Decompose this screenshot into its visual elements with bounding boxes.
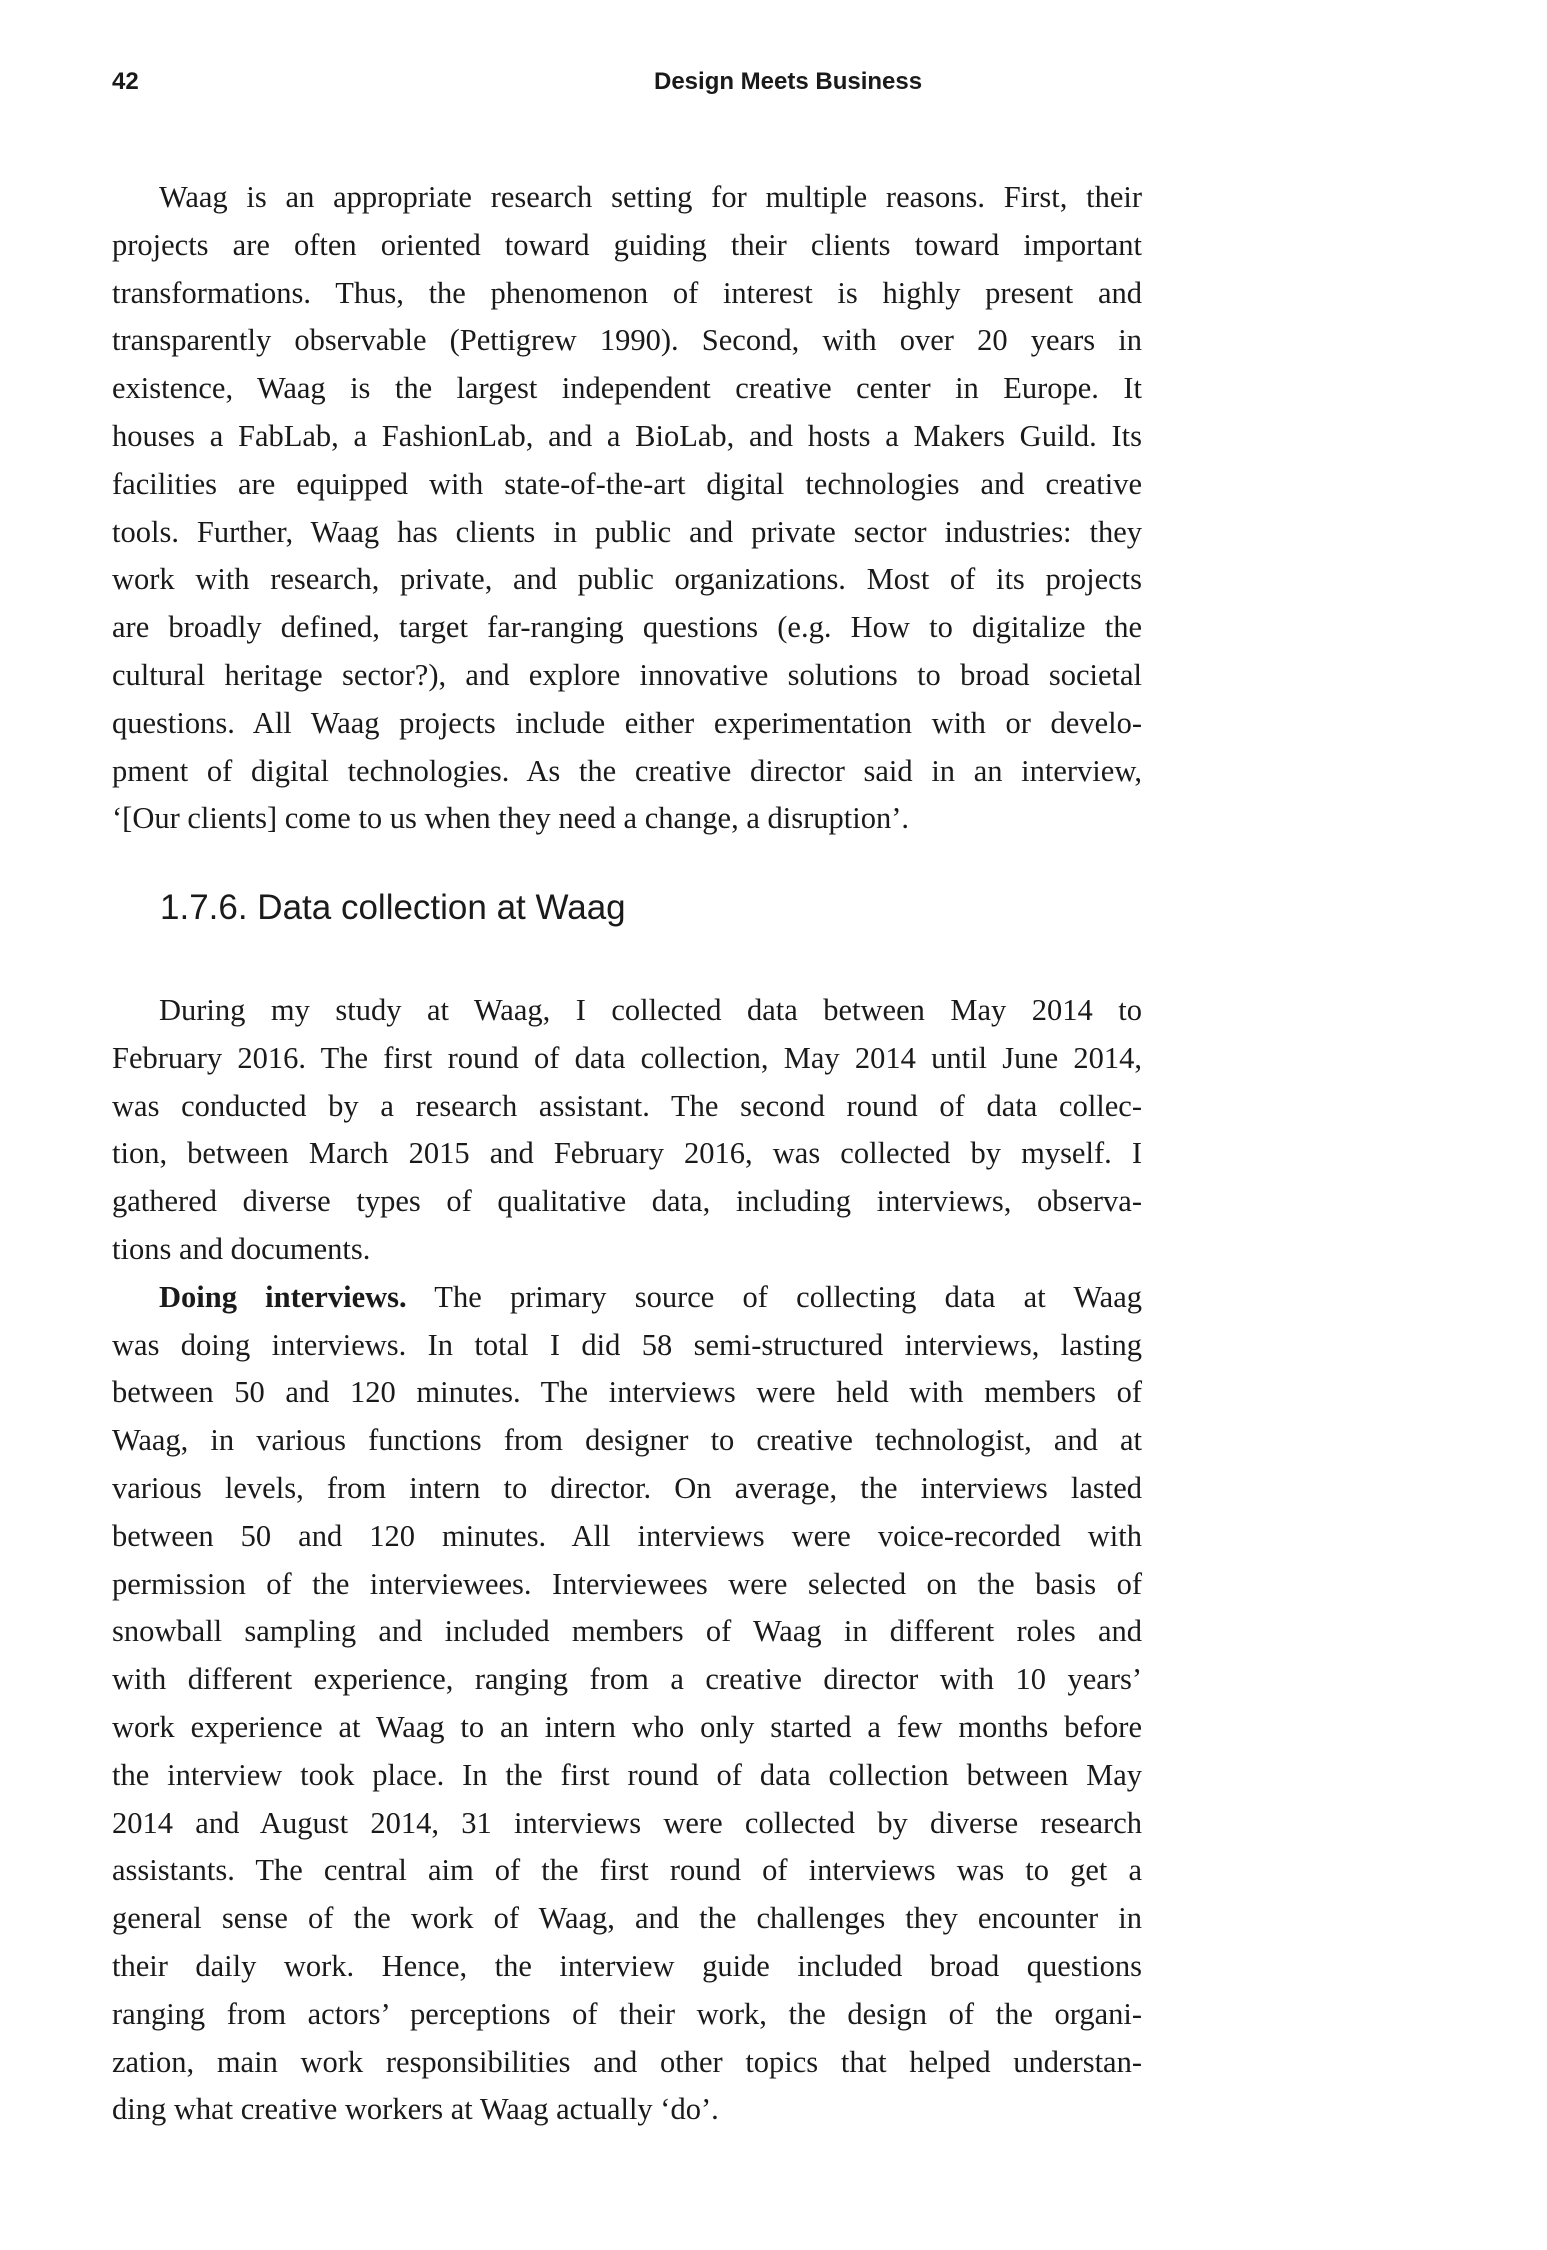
page-number: 42 (112, 68, 139, 95)
running-title: Design Meets Business (654, 68, 923, 95)
text-line: Waag is an appropriate research setting for multiple reasons. First, their (159, 180, 1142, 214)
text-line: tools. Further, Waag has clients in public and private sector industries: they (112, 514, 1142, 549)
text-line: tion, between March 2015 and February 2016, was collected by myself. I (112, 1136, 1142, 1171)
text-line: with different experience, ranging from a creative director with 10 years’ (112, 1662, 1142, 1697)
text-line: houses a FabLab, a FashionLab, and a BioLab, and hosts a Makers Guild. Its (112, 418, 1142, 453)
text-line: transformations. Thus, the phenomenon of interest is highly present and (112, 275, 1142, 310)
data-collection-text (112, 987, 1142, 2134)
text-line: the interview took place. In the first round of data collection between May (112, 1757, 1142, 1792)
text-line: permission of the interviewees. Interviewees were selected on the basis of (112, 1566, 1142, 1601)
text-line: are broadly defined, target far-ranging questions (e.g. How to digitalize the (112, 610, 1142, 645)
section-heading: 1.7.6. Data collection at Waag (160, 888, 626, 927)
text-line: facilities are equipped with state-of-the-art digital technologies and creative (112, 466, 1142, 501)
text-line: projects are often oriented toward guiding their clients toward important (112, 227, 1142, 262)
text-line: general sense of the work of Waag, and the challenges they encounter in (112, 1901, 1142, 1936)
text-line: between 50 and 120 minutes. All interviews were voice-recorded with (112, 1518, 1142, 1553)
text-line: existence, Waag is the largest independent creative center in Europe. It (112, 371, 1142, 406)
text-line: 2014 and August 2014, 31 interviews were collected by diverse research (112, 1805, 1142, 1840)
text-line: was conducted by a research assistant. The second round of data collec- (112, 1088, 1142, 1123)
text-run: The primary source of collecting data at Waag (406, 1279, 1142, 1314)
text-line: ‘[Our clients] come to us when they need a change, a disruption’. (112, 801, 909, 836)
text-line: between 50 and 120 minutes. The interviews were held with members of (112, 1375, 1142, 1410)
text-line: tions and documents. (112, 1231, 371, 1266)
text-line: various levels, from intern to director. On average, the interviews lasted (112, 1470, 1142, 1505)
text-line: ranging from actors’ perceptions of their work, the design of the organi- (112, 1996, 1142, 2031)
text-line: February 2016. The first round of data collection, May 2014 until June 2014, (112, 1040, 1142, 1075)
paragraph-waag-setting (112, 174, 1142, 843)
text-line: work with research, private, and public organizations. Most of its projects (112, 562, 1142, 597)
text-line (112, 1274, 1142, 1322)
text-line: snowball sampling and included members of Waag in different roles and (112, 1614, 1142, 1649)
text-line: was doing interviews. In total I did 58 semi-structured interviews, lasting (112, 1327, 1142, 1362)
text-line: transparently observable (Pettigrew 1990). Second, with over 20 years in (112, 323, 1142, 358)
text-line: assistants. The central aim of the first round of interviews was to get a (112, 1853, 1142, 1888)
text-line: questions. All Waag projects include either experimentation with or develo- (112, 705, 1142, 740)
text-line: During my study at Waag, I collected data between May 2014 to (159, 993, 1142, 1027)
run-in-heading: Doing interviews. (159, 1279, 407, 1314)
text-line: their daily work. Hence, the interview guide included broad questions (112, 1948, 1142, 1983)
text-line: ding what creative workers at Waag actually ‘do’. (112, 2092, 719, 2127)
text-line: cultural heritage sector?), and explore innovative solutions to broad societal (112, 657, 1142, 692)
text-line: zation, main work responsibilities and other topics that helped understan- (112, 2044, 1142, 2079)
text-line: work experience at Waag to an intern who only started a few months before (112, 1709, 1142, 1744)
text-line: gathered diverse types of qualitative data, including interviews, observa- (112, 1184, 1142, 1219)
text-line: pment of digital technologies. As the creative director said in an interview, (112, 753, 1142, 788)
text-line: Waag, in various functions from designer to creative technologist, and at (112, 1423, 1142, 1458)
